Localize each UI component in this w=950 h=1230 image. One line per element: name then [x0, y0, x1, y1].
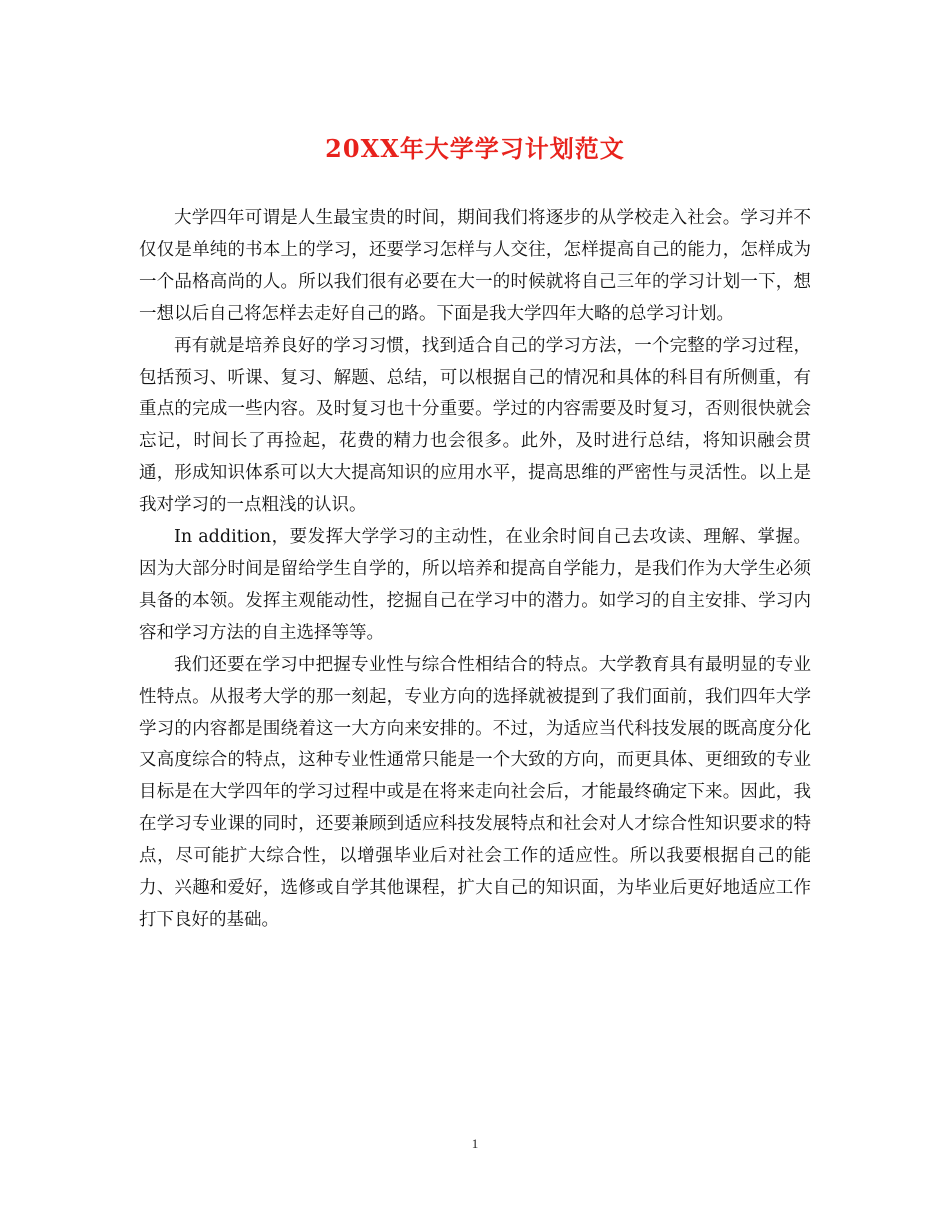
page-number: 1: [471, 1136, 479, 1151]
document-body: [139, 203, 811, 937]
paragraph-4: 我们还要在学习中把握专业性与综合性相结合的特点。大学教育具有最明显的专业性特点。从报考大学的那一刻起，专业方向的选择就被提到了我们面前，我们四年大学学习的内容都是围绕着这一大方向来安排的。不过，为适应当代科技发展的既高度分化又高度综合的特点，这种专业性通常只能是一个大致的方向，而更具体、更细致的专业目标是在大学四年的学习过程中或是在将来走向社会后，才能最终确定下来。因此，我在学习专业课的同时，还要兼顾到适应科技发展特点和社会对人才综合性知识要求的特点，尽可能扩大综合性，以增强毕业后对社会工作的适应性。所以我要根据自己的能力、兴趣和爱好，选修或自学其他课程，扩大自己的知识面，为毕业后更好地适应工作打下良好的基础。: [139, 654, 811, 930]
paragraph-1: 大学四年可谓是人生最宝贵的时间，期间我们将逐步的从学校走入社会。学习并不仅仅是单纯的书本上的学习，还要学习怎样与人交往，怎样提高自己的能力，怎样成为一个品格高尚的人。所以我们很有必要在大一的时候就将自己三年的学习计划一下，想一想以后自己将怎样去走好自己的路。下面是我大学四年大略的总学习计划。: [139, 208, 811, 324]
document-title: 20XX年大学学习计划范文: [325, 134, 625, 163]
paragraph-2: 再有就是培养良好的学习习惯，找到适合自己的学习方法，一个完整的学习过程，包括预习、听课、复习、解题、总结，可以根据自己的情况和具体的科目有所侧重，有重点的完成一些内容。及时复习也十分重要。学过的内容需要及时复习，否则很快就会忘记，时间长了再捡起，花费的精力也会很多。此外，及时进行总结，将知识融会贯通，形成知识体系可以大大提高知识的应用水平，提高思维的严密性与灵活性。以上是我对学习的一点粗浅的认识。: [139, 335, 811, 516]
paragraph-3: In addition，要发挥大学学习的主动性，在业余时间自己去攻读、理解、掌握。因为大部分时间是留给学生自学的，所以培养和提高自学能力，是我们作为大学生必须具备的本领。发挥主观能动性，挖掘自己在学习中的潜力。如学习的自主安排、学习内容和学习方法的自主选择等等。: [139, 527, 811, 643]
